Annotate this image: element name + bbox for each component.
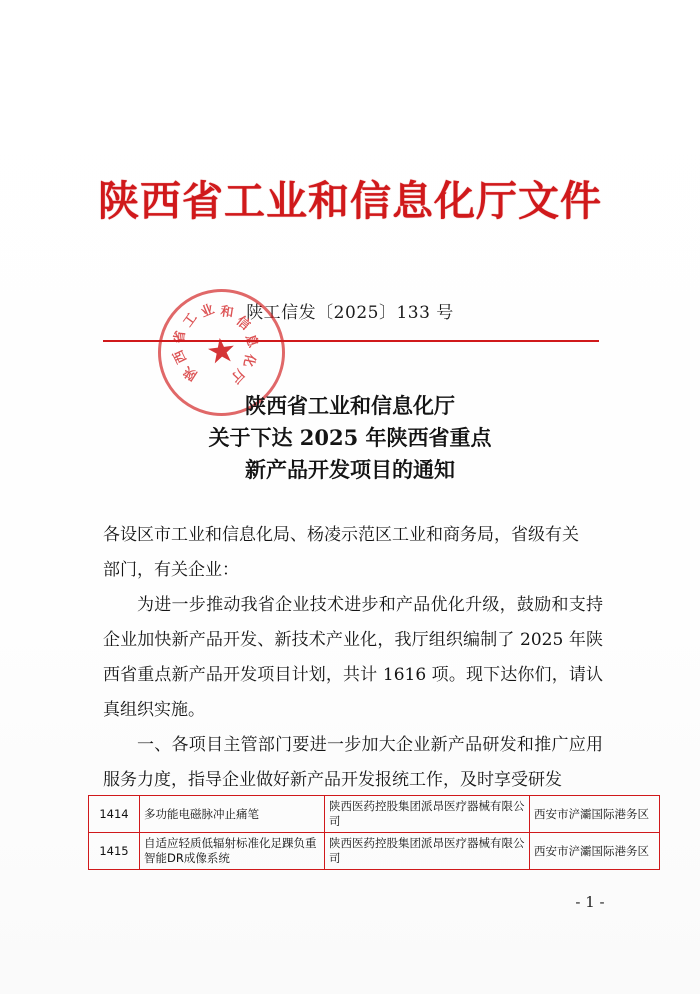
body-paragraph-1: 各设区市工业和信息化局、杨凌示范区工业和商务局，省级有关 <box>103 525 579 545</box>
project-id: 1414 <box>89 796 140 833</box>
subject-line-2: 关于下达 2025 年陕西省重点 <box>208 425 492 450</box>
seal-ring-text: 陕 西 省 工 业 和 信 息 化 厅 <box>170 301 260 386</box>
seal-star-icon: ★ <box>203 331 239 372</box>
subject-line-1: 陕西省工业和信息化厅 <box>245 393 455 418</box>
project-name: 多功能电磁脉冲止痛笔 <box>140 796 325 833</box>
document-number: 陕工信发〔2025〕133 号 <box>246 303 454 323</box>
body-paragraph-4: 一、各项目主管部门要进一步加大企业新产品研发和推广应用服务力度，指导企业做好新产品开发报统工作，及时享受研发 <box>103 735 603 790</box>
document-masthead <box>0 168 700 227</box>
document-title: 陕西省工业和信息化厅文件 <box>98 177 602 225</box>
project-area: 西安市浐灞国际港务区 <box>530 833 660 870</box>
document-body <box>103 518 603 798</box>
project-organization: 陕西医药控股集团派昂医疗器械有限公司 <box>325 833 530 870</box>
project-table <box>88 795 649 870</box>
project-area: 西安市浐灞国际港务区 <box>530 796 660 833</box>
table-row <box>89 833 660 870</box>
project-organization: 陕西医药控股集团派昂医疗器械有限公司 <box>325 796 530 833</box>
body-paragraph-3: 为进一步推动我省企业技术进步和产品优化升级，鼓励和支持企业加快新产品开发、新技术产业化，我厅组织编制了 2025 年陕西省重点新产品开发项目计划，共计 1616 项。现下达你们，请认真组织实施。 <box>103 595 603 720</box>
document-subject <box>0 390 700 486</box>
project-id: 1415 <box>89 833 140 870</box>
project-name: 自适应轻质低辐射标准化足踝负重智能DR成像系统 <box>140 833 325 870</box>
subject-line-3: 新产品开发项目的通知 <box>245 457 455 482</box>
table-row <box>89 796 660 833</box>
page-number: - 1 - <box>575 893 605 911</box>
body-paragraph-2: 部门，有关企业： <box>103 560 239 580</box>
